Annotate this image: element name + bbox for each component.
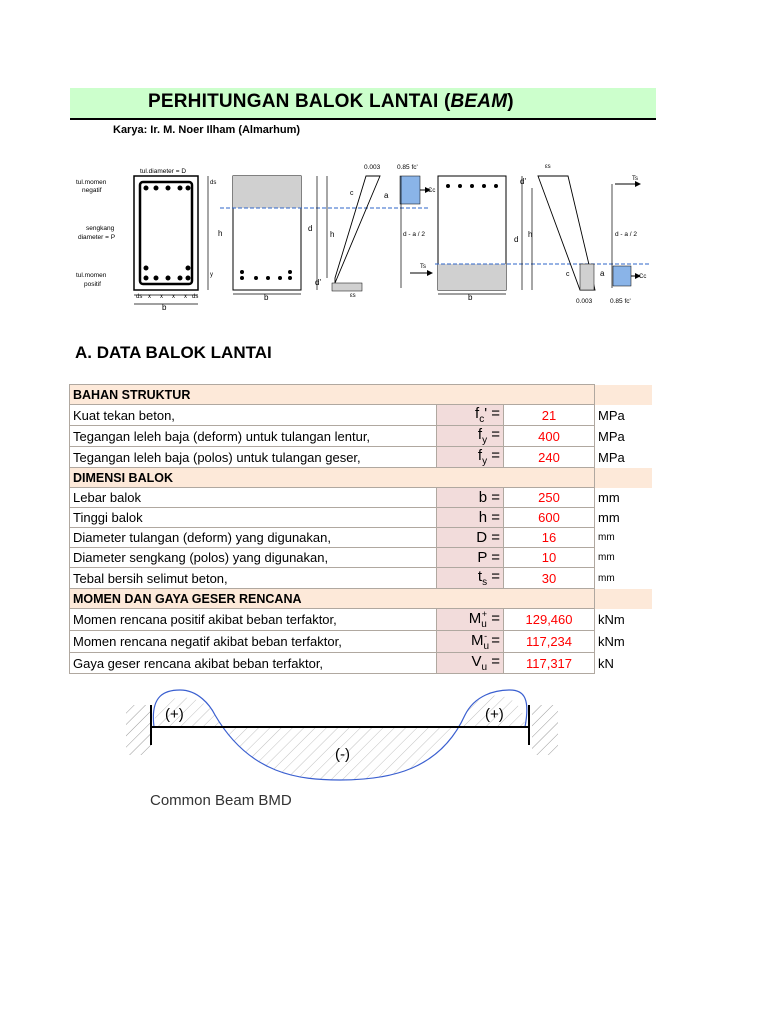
svg-text:b: b xyxy=(264,293,269,302)
svg-text:positif: positif xyxy=(84,281,101,288)
svg-text:(-): (-) xyxy=(335,746,350,763)
table-row: Tegangan leleh baja (deform) untuk tulangan lentur, $f_y$ = 400 MPa xyxy=(70,426,652,447)
table-row: Diameter sengkang (polos) yang digunakan, P = 10 mm xyxy=(70,548,652,568)
svg-text:a: a xyxy=(384,191,389,200)
group-header-bahan: BAHAN STRUKTUR xyxy=(70,385,652,405)
table-row: Diameter tulangan (deform) yang digunakan, D = 16 mm xyxy=(70,528,652,548)
table-row: Gaya geser rencana akibat beban terfaktor, $V_u$ = 117,317 kN xyxy=(70,653,652,674)
symbol-ts: $t_s$ = xyxy=(437,568,504,589)
table-row: Kuat tekan beton, $f_c'$ = 21 MPa xyxy=(70,405,652,426)
group-header-dimensi: DIMENSI BALOK xyxy=(70,468,652,488)
table-row: Momen rencana negatif akibat beban terfaktor, $M_u^-$ = 117,234 kNm xyxy=(70,631,652,653)
svg-text:tul.diameter = D: tul.diameter = D xyxy=(140,168,187,175)
svg-text:b: b xyxy=(162,303,167,312)
symbol-fy-deform: $f_y$ = xyxy=(437,426,504,447)
svg-text:d - a / 2: d - a / 2 xyxy=(403,231,426,238)
svg-text:Ts: Ts xyxy=(420,264,426,270)
svg-text:c: c xyxy=(566,271,570,278)
svg-text:d: d xyxy=(308,224,313,233)
author-credit: Karya: Ir. M. Noer Ilham (Almarhum) xyxy=(113,124,301,136)
table-row: Lebar balok b = 250 mm xyxy=(70,488,652,508)
svg-text:0.003: 0.003 xyxy=(576,298,593,305)
table-row: Momen rencana positif akibat beban terfaktor, $M_u^+$ = 129,460 kNm xyxy=(70,609,652,631)
title-rule xyxy=(70,118,656,120)
beam-bmd-diagram xyxy=(120,685,565,815)
svg-text:h: h xyxy=(218,229,223,238)
svg-text:(+): (+) xyxy=(165,706,184,723)
svg-text:εs: εs xyxy=(350,293,356,299)
svg-text:tul.momen: tul.momen xyxy=(76,272,107,279)
symbol-fc: $f_c'$ = xyxy=(437,405,504,426)
symbol-vu: $V_u$ = xyxy=(437,653,504,674)
symbol-mu-neg: $M_u^-$ = xyxy=(437,631,504,653)
svg-text:b: b xyxy=(468,293,473,302)
beam-section-figure xyxy=(70,158,660,318)
svg-text:x: x xyxy=(148,294,151,300)
svg-text:Cc: Cc xyxy=(639,274,647,280)
symbol-fy-polos: $f_y$ = xyxy=(437,447,504,468)
svg-text:x: x xyxy=(172,294,175,300)
svg-text:x: x xyxy=(184,294,187,300)
svg-text:x: x xyxy=(160,294,163,300)
svg-text:c: c xyxy=(350,190,354,197)
svg-text:h: h xyxy=(528,230,533,239)
svg-text:d - a / 2: d - a / 2 xyxy=(615,231,638,238)
svg-text:diameter = P: diameter = P xyxy=(78,234,116,241)
section-title: A. DATA BALOK LANTAI xyxy=(75,343,272,362)
svg-text:εs: εs xyxy=(545,164,551,170)
table-row: Tebal bersih selimut beton, $t_s$ = 30 mm xyxy=(70,568,652,589)
svg-text:Common Beam BMD: Common Beam BMD xyxy=(150,792,292,809)
svg-text:Ts: Ts xyxy=(632,176,638,182)
svg-text:tul.momen: tul.momen xyxy=(76,179,107,186)
svg-text:d': d' xyxy=(315,278,321,287)
svg-text:0.003: 0.003 xyxy=(364,164,381,171)
svg-text:d: d xyxy=(514,235,519,244)
svg-text:0.85 fc': 0.85 fc' xyxy=(397,164,418,171)
svg-text:Cc: Cc xyxy=(428,188,436,194)
table-row: Tegangan leleh baja (polos) untuk tulangan geser, $f_y$ = 240 MPa xyxy=(70,447,652,468)
svg-text:0.85 fc': 0.85 fc' xyxy=(610,298,631,305)
symbol-mu-pos: $M_u^+$ = xyxy=(437,609,504,631)
group-header-momen: MOMEN DAN GAYA GESER RENCANA xyxy=(70,589,652,609)
svg-text:ds: ds xyxy=(210,180,217,186)
svg-text:ds: ds xyxy=(192,294,199,300)
svg-text:y: y xyxy=(210,272,213,278)
svg-text:h: h xyxy=(330,230,335,239)
svg-text:ds: ds xyxy=(136,294,143,300)
svg-text:a: a xyxy=(600,269,605,278)
table-row: Tinggi balok h = 600 mm xyxy=(70,508,652,528)
svg-text:d': d' xyxy=(520,177,526,186)
svg-text:sengkang: sengkang xyxy=(86,225,115,232)
beam-data-table xyxy=(69,384,652,674)
value-fc: 21 xyxy=(504,405,595,426)
svg-text:negatif: negatif xyxy=(82,187,102,194)
svg-text:(+): (+) xyxy=(485,706,504,723)
page-title: PERHITUNGAN BALOK LANTAI (BEAM) xyxy=(148,91,514,112)
